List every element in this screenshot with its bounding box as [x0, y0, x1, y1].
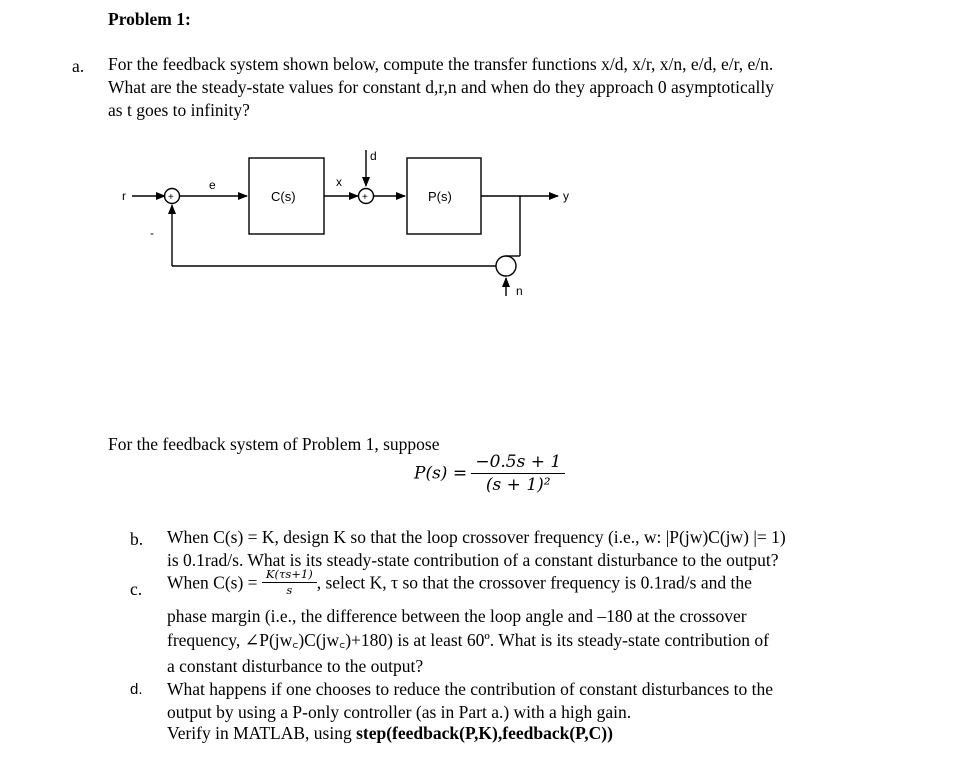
label-x: x [336, 175, 342, 189]
problem-heading: Problem 1: [108, 9, 191, 29]
label-e: e [209, 178, 216, 192]
part-c-post: , select K, τ so that the crossover frequency is 0.1rad/s and the [316, 572, 752, 593]
sum1-minus: - [150, 226, 154, 240]
plant-eq-denominator: (s + 1)² [471, 473, 565, 495]
plant-equation [414, 452, 565, 495]
part-d-line-1: What happens if one chooses to reduce the contribution of constant disturbances to the [167, 679, 774, 699]
label-n: n [516, 284, 523, 298]
part-b-label: b. [130, 529, 144, 549]
part-c-fraction [262, 568, 317, 597]
part-c-line-2: phase margin (i.e., the difference between the loop angle and –180 at the crossover [167, 606, 747, 626]
part-c-line-3: frequency, ∠P(jw꜀)C(jw꜀)+180) is at least 60º. What is its steady-state contribution of [167, 630, 769, 650]
label-y: y [563, 189, 569, 203]
sum2-plus: + [362, 192, 368, 203]
part-a-line-1: For the feedback system shown below, compute the transfer functions x/d, x/r, x/n, e/d, e/r, e/n. [108, 54, 774, 74]
matlab-command: step(feedback(P,K),feedback(P,C)) [356, 723, 613, 743]
intro-sentence: For the feedback system of Problem 1, suppose [108, 434, 440, 454]
part-c-denominator: s [262, 582, 317, 597]
part-d-line-3-plain: Verify in MATLAB, using [167, 723, 357, 743]
part-d-label: d. [130, 681, 143, 698]
part-a-label: a. [72, 56, 85, 76]
part-a-line-3: as t goes to infinity? [108, 100, 250, 120]
label-d: d [370, 149, 377, 163]
summing-junction-noise [496, 256, 516, 276]
part-b-line-1: When C(s) = K, design K so that the loop crossover frequency (i.e., w: |P(jw)C(jw) |= 1) [167, 527, 786, 547]
plant-eq-fraction [471, 452, 565, 495]
part-d-line-3 [167, 721, 613, 745]
label-plant: P(s) [428, 189, 452, 204]
part-c-label: c. [130, 579, 143, 599]
plant-eq-lhs: P(s) = [414, 463, 468, 484]
part-c-line-4: a constant disturbance to the output? [167, 656, 424, 676]
part-c-line-1 [167, 568, 752, 597]
part-a-line-2: What are the steady-state values for constant d,r,n and when do they approach 0 asymptotically [108, 77, 775, 97]
plant-eq-numerator: −0.5s + 1 [475, 452, 562, 472]
label-r: r [122, 189, 126, 203]
label-controller: C(s) [271, 189, 296, 204]
part-c-numerator: K(τs+1) [265, 567, 313, 581]
part-c-pre: When C(s) = [167, 572, 258, 593]
part-d-line-2: output by using a P-only controller (as in Part a.) with a high gain. [167, 702, 632, 722]
block-diagram [0, 0, 972, 330]
part-b-line-2: is 0.1rad/s. What is its steady-state contribution of a constant disturbance to the output? [167, 550, 779, 570]
sum1-plus: + [168, 192, 174, 203]
